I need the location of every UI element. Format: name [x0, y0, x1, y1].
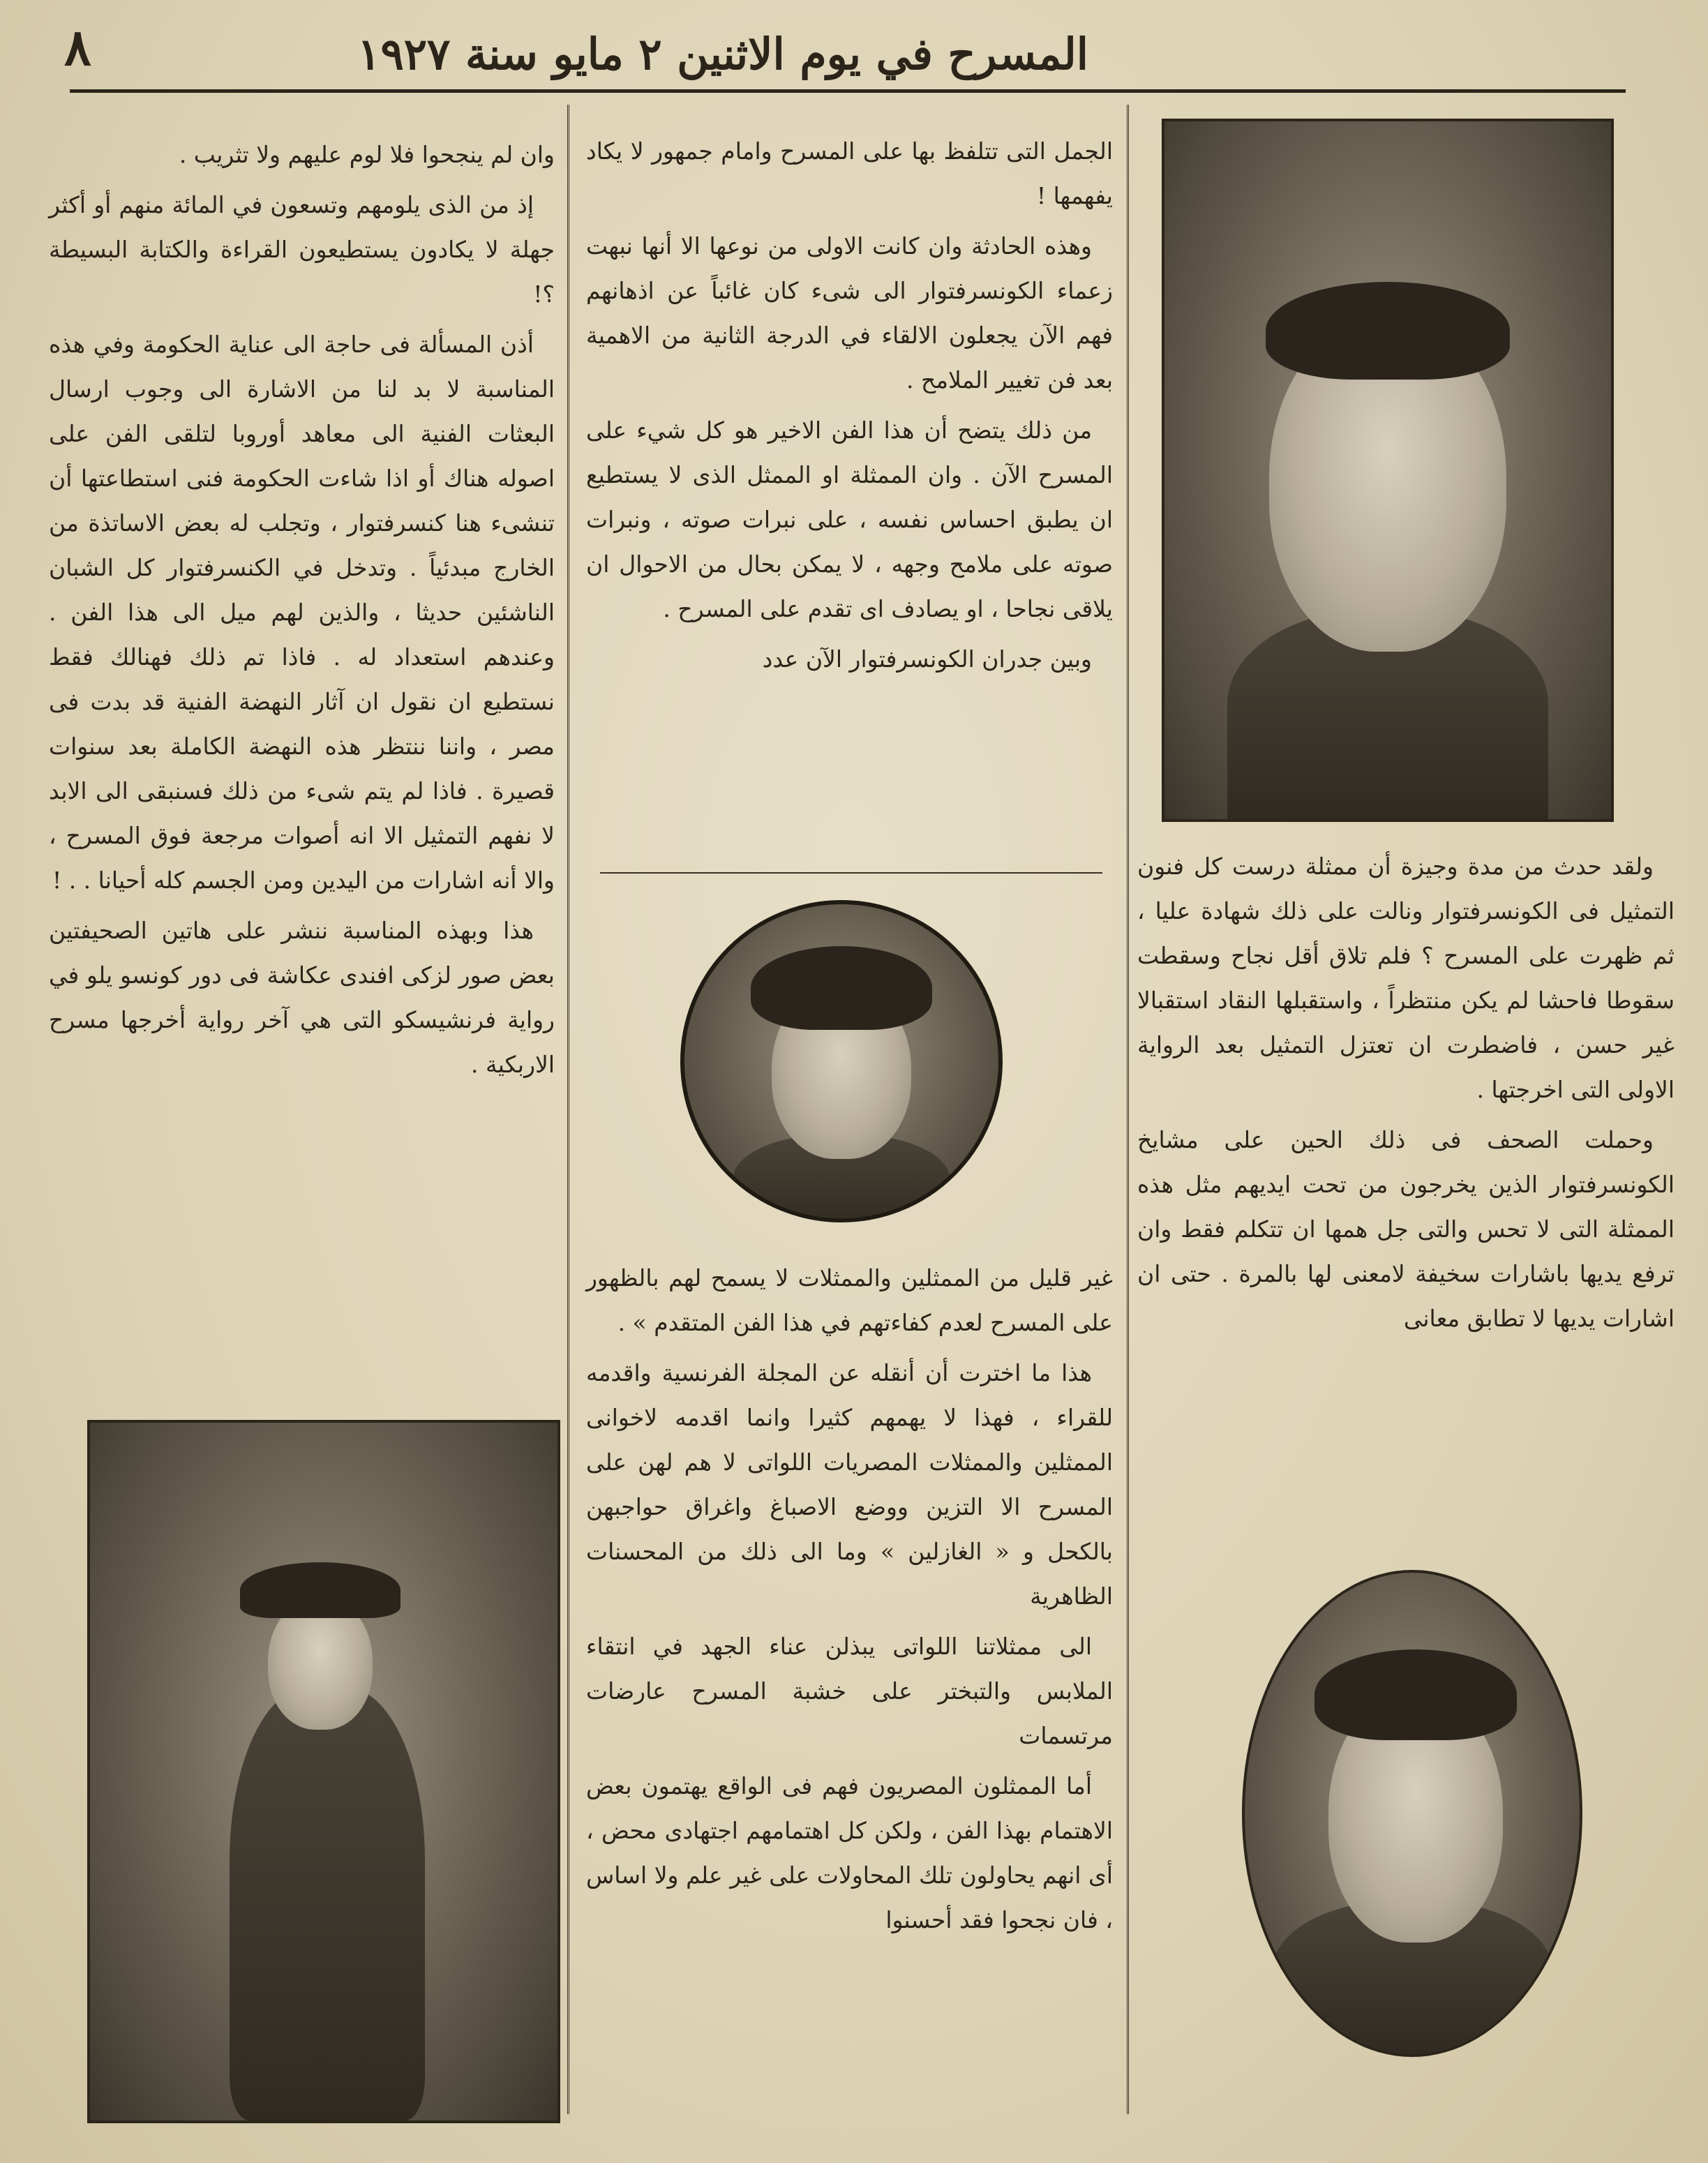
paragraph: غير قليل من الممثلين والممثلات لا يسمح لهم بالظهور على المسرح لعدم كفاءتهم في هذا الفن المتقدم » .: [586, 1264, 1113, 1336]
paragraph: أذن المسألة فى حاجة الى عناية الحكومة وفي هذه المناسبة لا بد لنا من الاشارة الى وجوب ارسال البعثات الفنية الى معاهد أوروبا لتلقى الفن على اصوله هناك أو اذا شاءت الحكومة فنى استطاعتها أن تنشىء هنا كنسرفتوار ، وتجلب له بعض الاساتذة من الخارج مبدئياً . وتدخل في الكنسرفتوار كل الشبان الناشئين حديثا ، والذين لهم ميل الى هذا الفن . وعندهم استعداد له . فاذا تم ذلك فهنالك فقط نستطيع ان نقول ان آثار النهضة الفنية قد بدت فى مصر ، واننا ننتظر هذه النهضة الكاملة بعد سنوات قصيرة . فاذا لم يتم شىء من ذلك فسنبقى الى الابد لا نفهم التمثيل الا انه أصوات مرجعة فوق المسرح ، والا أنه اشارات من اليدين ومن الجسم كله أحيانا . . !: [49, 331, 555, 894]
paragraph: ولقد حدث من مدة وجيزة أن ممثلة درست كل فنون التمثيل فى الكونسرفتوار ونالت على ذلك شهادة عليا ، ثم ظهرت على المسرح ؟ فلم تلاق أقل نجاح وسقطت سقوطا فاحشا لم يكن منتظراً ، واستقبلها النقاد استقبالا غير حسن ، فاضطرت ان تعتزل التمثيل بعد الرواية الاولى التى اخرجتها .: [1137, 853, 1675, 1103]
page-number: ٨: [64, 17, 91, 77]
right-column-text: [1137, 844, 1675, 1347]
paragraph: هذا وبهذه المناسبة ننشر على هاتين الصحيفتين بعض صور لزكى افندى عكاشة فى دور كونسو يلو في رواية فرنشيسكو التى هي آخر رواية أخرجها مسرح الاربكية .: [49, 917, 555, 1078]
page-header: [63, 14, 1640, 94]
paragraph: من ذلك يتضح أن هذا الفن الاخير هو كل شيء على المسرح الآن . وان الممثلة او الممثل الذى لا يستطيع ان يطبق احساس نفسه ، على نبرات صوته ، ونبرات صوته على ملامح وجهه ، لا يمكن بحال من الاحوال ان يلاقى نجاحا ، او يصادف اى تقدم على المسرح .: [586, 417, 1113, 622]
paragraph: إذ من الذى يلومهم وتسعون في المائة منهم أو أكثر جهلة لا يكادون يستطيعون القراءة والكتابة البسيطة ؟!: [49, 191, 555, 308]
figure-body: [230, 1688, 425, 2120]
figure-hat: [240, 1562, 400, 1618]
paragraph: الى ممثلاتنا اللواتى يبذلن عناء الجهد في انتقاء الملابس والتبختر على خشبة المسرح عارضات مرتسمات: [586, 1633, 1113, 1749]
portrait-photo-round: [680, 900, 1003, 1222]
portrait-photo-oval: [1242, 1570, 1582, 2057]
paragraph: أما الممثلون المصريون فهم فى الواقع يهتمون بعض الاهتمام بهذا الفن ، ولكن كل اهتمامهم اجتهادى محض ، أى انهم يحاولون تلك المحاولات على غير علم ولا اساس ، فان نجحوا فقد أحسنوا: [586, 1772, 1113, 1933]
portrait-photo-top-right: [1162, 119, 1614, 822]
paragraph: وحملت الصحف فى ذلك الحين على مشايخ الكونسرفتوار الذين يخرجون من تحت ايديهم مثل هذه الممثلة التى لا تحس والتى جل همها ان تتكلم فقط وان ترفع يديها باشارات سخيفة لامعنى لها بالمرة . حتى ان اشارات يديها لا تطابق معانى: [1137, 1126, 1675, 1332]
paragraph: وهذه الحادثة وان كانت الاولى من نوعها الا أنها نبهت زعماء الكونسرفتوار الى شىء كان غائباً عن اذهانهم فهم الآن يجعلون الالقاء في الدرجة الثانية من الاهمية بعد فن تغيير الملامح .: [586, 232, 1113, 394]
paragraph: وان لم ينجحوا فلا لوم عليهم ولا تثريب .: [179, 141, 555, 168]
paragraph: الجمل التى تتلفظ بها على المسرح وامام جمهور لا يكاد يفهمها !: [586, 137, 1113, 209]
portrait-hair: [751, 946, 932, 1030]
section-rule: [600, 872, 1102, 874]
column-divider-left: [567, 105, 569, 2114]
header-rule: [70, 89, 1626, 93]
paragraph: وبين جدران الكونسرفتوار الآن عدد: [762, 645, 1092, 673]
portrait-hair: [1314, 1649, 1517, 1740]
middle-column-top-text: [586, 129, 1113, 687]
paragraph: هذا ما اخترت أن أنقله عن المجلة الفرنسية واقدمه للقراء ، فهذا لا يهمهم كثيرا وانما اقدمه لاخوانى الممثلين والممثلات المصريات اللواتى لا هم لهن على المسرح الا التزين ووضع الاصباغ واغراق حواجبهن بالكحل و « الغازلين » وما الى ذلك من المحسنات الظاهرية: [586, 1359, 1113, 1610]
column-divider-right: [1127, 105, 1129, 2114]
header-title: المسرح في يوم الاثنين ٢ مايو سنة ١٩٢٧: [357, 29, 1088, 80]
left-column-text: [49, 133, 555, 1093]
portrait-hair: [1266, 282, 1510, 380]
middle-column-bottom-text: [586, 1256, 1113, 1948]
full-figure-photo: [87, 1420, 560, 2123]
